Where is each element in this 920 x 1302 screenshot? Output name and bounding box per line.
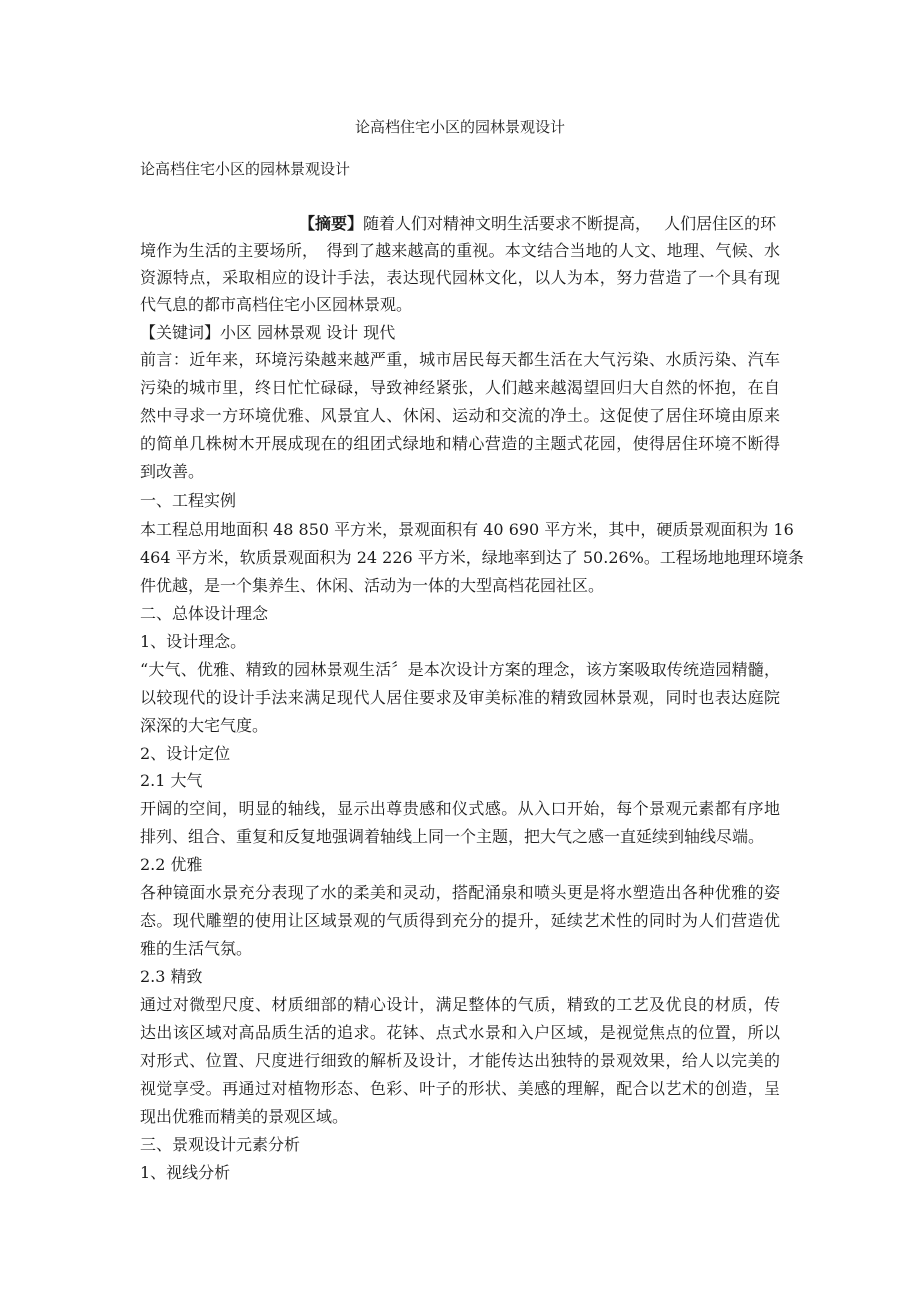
subsection-2-2-line-1: 各种镜面水景充分表现了水的柔美和灵动，搭配涌泉和喷头更是将水塑造出各种优雅的姿 [140, 883, 780, 902]
abstract-line-3: 资源特点，采取相应的设计手法，表达现代园林文化，以人为本，努力营造了一个具有现 [140, 268, 780, 287]
section-3-sub-1: 1、视线分析 [140, 1163, 231, 1182]
abstract-line-4: 代气息的都市高档住宅小区园林景观。 [140, 295, 413, 314]
subsection-2-3-line-4: 视觉享受。再通过对植物形态、色彩、叶子的形状、美感的理解，配合以艺术的创造，呈 [140, 1079, 780, 1098]
abstract-line-1 [299, 213, 776, 235]
section-2-sub-1: 1、设计理念。 [140, 632, 247, 651]
document-title: 论高档住宅小区的园林景观设计 [354, 118, 565, 136]
preface-line-5: 到改善。 [140, 462, 205, 481]
section-1-heading: 一、工程实例 [140, 491, 237, 510]
subsection-2-2-line-3: 雅的生活气氛。 [140, 939, 253, 958]
subsection-2-3-line-5: 现出优雅而精美的景观区域。 [140, 1107, 349, 1126]
preface-line-3: 然中寻求一方环境优雅、风景宜人、休闲、运动和交流的净土。这促使了居住环境由原来 [140, 406, 780, 425]
subsection-2-3-line-1: 通过对微型尺度、材质细部的精心设计，满足整体的气质，精致的工艺及优良的材质，传 [140, 995, 780, 1014]
subsection-2-3-line-2: 达出该区域对高品质生活的追求。花钵、点式水景和入户区域，是视觉焦点的位置，所以 [140, 1023, 780, 1042]
keywords-line: 【关键词】小区 园林景观 设计 现代 [140, 323, 396, 342]
section-2-heading: 二、总体设计理念 [140, 604, 269, 623]
concept-line-2: 以较现代的设计手法来满足现代人居住要求及审美标准的精致园林景观，同时也表达庭院 [140, 688, 780, 707]
subsection-2-3-heading: 2.3 精致 [140, 967, 203, 986]
section-1-line-1: 本工程总用地面积 48 850 平方米，景观面积有 40 690 平方米，其中，硬质景观面积为 16 [140, 520, 794, 539]
subsection-2-2-heading: 2.2 优雅 [140, 855, 203, 874]
subsection-2-2-line-2: 态。现代雕塑的使用让区域景观的气质得到充分的提升，延续艺术性的同时为人们营造优 [140, 911, 780, 930]
section-1-line-3: 件优越，是一个集养生、休闲、活动为一体的大型高档花园社区。 [140, 576, 605, 595]
section-1-line-2: 464 平方米，软质景观面积为 24 226 平方米，绿地率到达了 50.26%。工程场地地理环境条 [140, 548, 804, 567]
abstract-line-2: 境作为生活的主要场所， 得到了越来越高的重视。本文结合当地的人文、地理、气候、水 [140, 241, 780, 260]
article-title: 论高档住宅小区的园林景观设计 [140, 160, 351, 178]
subsection-2-1-line-1: 开阔的空间，明显的轴线，显示出尊贵感和仪式感。从入口开始，每个景观元素都有序地 [140, 799, 780, 818]
concept-line-1: “大气、优雅、精致的园林景观生活〞是本次设计方案的理念，该方案吸取传统造园精髓， [140, 660, 780, 679]
subsection-2-1-line-2: 排列、组合、重复和反复地强调着轴线上同一个主题，把大气之感一直延续到轴线尽端。 [140, 827, 765, 846]
subsection-2-1-heading: 2.1 大气 [140, 771, 203, 790]
abstract-label: 【摘要】 [299, 214, 364, 233]
abstract-text-1: 随着人们对精神文明生活要求不断提高， 人们居住区的环 [363, 214, 777, 233]
section-2-sub-2: 2、设计定位 [140, 744, 231, 763]
preface-line-2: 污染的城市里，终日忙忙碌碌，导致神经紧张，人们越来越渴望回归大自然的怀抱，在自 [140, 378, 780, 397]
section-3-heading: 三、景观设计元素分析 [140, 1135, 301, 1154]
preface-line-4: 的简单几株树木开展成现在的组团式绿地和精心营造的主题式花园，使得居住环境不断得 [140, 434, 780, 453]
subsection-2-3-line-3: 对形式、位置、尺度进行细致的解析及设计，才能传达出独特的景观效果，给人以完美的 [140, 1051, 780, 1070]
concept-line-3: 深深的大宅气度。 [140, 716, 269, 735]
preface-line-1: 前言：近年来，环境污染越来越严重，城市居民每天都生活在大气污染、水质污染、汽车 [140, 350, 780, 369]
